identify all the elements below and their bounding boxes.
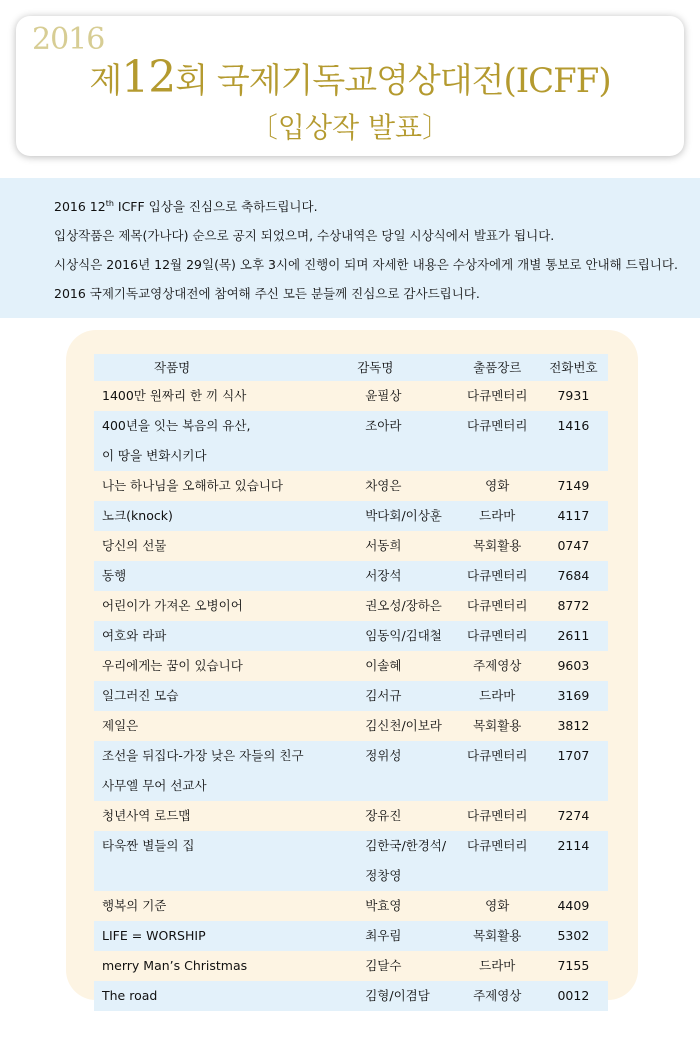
cell-genre xyxy=(456,891,539,921)
cell-phone xyxy=(539,411,608,471)
cell-genre-text: 주제영상 xyxy=(473,658,522,673)
cell-phone xyxy=(539,681,608,711)
cell-director xyxy=(357,531,455,561)
title-prefix: 제 xyxy=(89,61,122,101)
cell-title-text: 행복의 기준 xyxy=(102,898,167,913)
notice-line-1-end: ICFF 입상을 진심으로 축하드립니다. xyxy=(113,199,318,214)
cell-director-text: 서동희 xyxy=(365,538,402,553)
cell-phone-text: 5302 xyxy=(557,928,590,943)
page-title xyxy=(16,52,684,103)
cell-phone-text: 2611 xyxy=(557,628,590,643)
cell-phone xyxy=(539,711,608,741)
notice-line-1 xyxy=(54,197,318,215)
cell-title xyxy=(94,831,357,891)
table-row xyxy=(94,561,608,591)
table-row xyxy=(94,501,608,531)
cell-phone-text: 3812 xyxy=(557,718,590,733)
cell-genre-text: 다큐멘터리 xyxy=(467,748,528,763)
cell-phone xyxy=(539,801,608,831)
cell-genre-text: 다큐멘터리 xyxy=(467,418,528,433)
cell-director xyxy=(357,591,455,621)
cell-phone xyxy=(539,501,608,531)
cell-director-text: 김신천/이보라 xyxy=(365,718,442,733)
cell-genre xyxy=(456,501,539,531)
cell-director xyxy=(357,561,455,591)
cell-title xyxy=(94,741,357,801)
cell-title-text: merry Man’s Christmas xyxy=(102,958,248,973)
cell-phone-text: 3169 xyxy=(557,688,590,703)
table-row xyxy=(94,951,608,981)
cell-title xyxy=(94,801,357,831)
cell-title xyxy=(94,411,357,471)
cell-genre-text: 드라마 xyxy=(479,508,516,523)
cell-title xyxy=(94,561,357,591)
title-suffix: 회 국제기독교영상대전(ICFF) xyxy=(175,61,611,101)
table-row xyxy=(94,921,608,951)
cell-genre-text: 목회활용 xyxy=(473,928,522,943)
cell-phone-text: 9603 xyxy=(557,658,590,673)
cell-phone-text: 4409 xyxy=(557,898,590,913)
cell-genre-text: 다큐멘터리 xyxy=(467,598,528,613)
header-year: 2016 xyxy=(32,22,105,57)
cell-genre-text: 영화 xyxy=(485,478,510,493)
cell-title xyxy=(94,531,357,561)
cell-title-text: 400년을 잇는 복음의 유산, xyxy=(102,418,251,433)
cell-director xyxy=(357,831,455,891)
cell-phone xyxy=(539,921,608,951)
notice-line-1-sup: th xyxy=(105,198,114,208)
notice-line-3: 시상식은 2016년 12월 29일(목) 오후 3시에 진행이 되며 자세한 내용은 수상자에게 개별 통보로 안내해 드립니다. xyxy=(54,257,678,272)
cell-genre-text: 목회활용 xyxy=(473,538,522,553)
cell-title-text: 노크(knock) xyxy=(102,508,173,523)
cell-director-text: 윤필상 xyxy=(365,388,402,403)
cell-director xyxy=(357,411,455,471)
cell-phone-text: 7931 xyxy=(557,388,590,403)
notice-line-4: 2016 국제기독교영상대전에 참여해 주신 모든 분들께 진심으로 감사드립니다. xyxy=(54,286,480,301)
header-phone: 전화번호 xyxy=(549,360,598,375)
cell-phone-text: 7155 xyxy=(557,958,590,973)
cell-phone xyxy=(539,471,608,501)
cell-title xyxy=(94,621,357,651)
cell-director xyxy=(357,681,455,711)
cell-title-text: 1400만 원짜리 한 끼 식사 xyxy=(102,388,247,403)
cell-title-text: 여호와 라파 xyxy=(102,628,167,643)
title-number: 12 xyxy=(121,52,176,103)
cell-genre xyxy=(456,411,539,471)
cell-director-text: 이솔혜 xyxy=(365,658,402,673)
cell-phone xyxy=(539,381,608,411)
cell-title-text: 동행 xyxy=(102,568,127,583)
cell-genre-text: 다큐멘터리 xyxy=(467,808,528,823)
cell-genre xyxy=(456,711,539,741)
cell-director-text: 김달수 xyxy=(365,958,402,973)
cell-phone xyxy=(539,561,608,591)
cell-title-text: 제일은 xyxy=(102,718,139,733)
cell-title xyxy=(94,981,357,1011)
header-genre: 출품장르 xyxy=(473,360,522,375)
table-row xyxy=(94,801,608,831)
cell-title xyxy=(94,501,357,531)
header-director: 감독명 xyxy=(357,360,394,375)
cell-title-text: 어린이가 가져온 오병이어 xyxy=(102,598,243,613)
cell-director-text: 정위성 xyxy=(365,748,402,763)
table-row xyxy=(94,891,608,921)
cell-director-text: 장유진 xyxy=(365,808,402,823)
cell-director-text: 서장석 xyxy=(365,568,402,583)
cell-director xyxy=(357,471,455,501)
cell-director xyxy=(357,891,455,921)
cell-title xyxy=(94,711,357,741)
cell-title-line2: 이 땅을 변화시키다 xyxy=(102,448,207,463)
cell-title xyxy=(94,681,357,711)
cell-genre xyxy=(456,591,539,621)
cell-genre xyxy=(456,471,539,501)
cell-director xyxy=(357,621,455,651)
table-row xyxy=(94,471,608,501)
cell-director xyxy=(357,501,455,531)
cell-director-text: 권오성/장하은 xyxy=(365,598,442,613)
cell-genre xyxy=(456,651,539,681)
cell-title-text: 나는 하나님을 오해하고 있습니다 xyxy=(102,478,283,493)
cell-director xyxy=(357,921,455,951)
cell-title-text: 청년사역 로드맵 xyxy=(102,808,191,823)
cell-phone xyxy=(539,951,608,981)
header-card xyxy=(16,16,684,156)
cell-phone-text: 1707 xyxy=(557,748,590,763)
cell-title-text: The road xyxy=(102,988,158,1003)
cell-genre-text: 목회활용 xyxy=(473,718,522,733)
cell-director-text: 김한국/한경석/정창영 xyxy=(365,838,447,883)
cell-director-text: 차영은 xyxy=(365,478,402,493)
cell-director xyxy=(357,741,455,801)
cell-phone-text: 0012 xyxy=(557,988,590,1003)
cell-director xyxy=(357,951,455,981)
cell-phone xyxy=(539,591,608,621)
table-row xyxy=(94,651,608,681)
cell-director-text: 최우림 xyxy=(365,928,402,943)
cell-director-text: 박효영 xyxy=(365,898,402,913)
table-row xyxy=(94,681,608,711)
cell-director-text: 박다회/이상훈 xyxy=(365,508,442,523)
cell-genre xyxy=(456,381,539,411)
cell-title-text: 우리에게는 꿈이 있습니다 xyxy=(102,658,243,673)
cell-phone-text: 1416 xyxy=(557,418,590,433)
cell-title xyxy=(94,891,357,921)
notice-line-1-start: 2016 12 xyxy=(54,199,106,214)
table-row xyxy=(94,591,608,621)
cell-title xyxy=(94,471,357,501)
cell-phone-text: 8772 xyxy=(557,598,590,613)
winners-table xyxy=(94,354,608,1011)
cell-director xyxy=(357,381,455,411)
cell-phone-text: 7684 xyxy=(557,568,590,583)
cell-title-text: 당신의 선물 xyxy=(102,538,167,553)
table-row xyxy=(94,531,608,561)
cell-genre xyxy=(456,621,539,651)
cell-genre-text: 다큐멘터리 xyxy=(467,838,528,853)
cell-title xyxy=(94,591,357,621)
cell-genre xyxy=(456,681,539,711)
cell-genre-text: 드라마 xyxy=(479,688,516,703)
cell-genre xyxy=(456,981,539,1011)
cell-phone-text: 7274 xyxy=(557,808,590,823)
notice-box xyxy=(0,178,700,318)
cell-genre xyxy=(456,801,539,831)
cell-director-text: 조아라 xyxy=(365,418,402,433)
cell-genre-text: 다큐멘터리 xyxy=(467,568,528,583)
cell-director xyxy=(357,801,455,831)
cell-phone-text: 0747 xyxy=(557,538,590,553)
cell-genre-text: 주제영상 xyxy=(473,988,522,1003)
cell-phone-text: 2114 xyxy=(557,838,590,853)
table-row xyxy=(94,831,608,891)
cell-director xyxy=(357,651,455,681)
cell-title-text: 조선을 뒤집다-가장 낮은 자들의 친구 xyxy=(102,748,304,763)
cell-genre-text: 드라마 xyxy=(479,958,516,973)
header-title: 작품명 xyxy=(154,360,191,375)
cell-phone-text: 7149 xyxy=(557,478,590,493)
cell-director-text: 임동익/김대철 xyxy=(365,628,442,643)
cell-genre-text: 다큐멘터리 xyxy=(467,628,528,643)
table-row xyxy=(94,381,608,411)
cell-phone xyxy=(539,981,608,1011)
cell-title-text: 일그러진 모습 xyxy=(102,688,179,703)
table-row xyxy=(94,621,608,651)
table-header-row xyxy=(94,354,608,381)
cell-phone-text: 4117 xyxy=(557,508,590,523)
cell-genre xyxy=(456,951,539,981)
cell-genre xyxy=(456,741,539,801)
cell-genre xyxy=(456,531,539,561)
cell-director xyxy=(357,711,455,741)
table-row xyxy=(94,741,608,801)
cell-title xyxy=(94,921,357,951)
cell-genre-text: 영화 xyxy=(485,898,510,913)
cell-title-text: LIFE = WORSHIP xyxy=(102,928,206,943)
cell-genre xyxy=(456,921,539,951)
table-row xyxy=(94,711,608,741)
cell-genre xyxy=(456,831,539,891)
cell-phone xyxy=(539,831,608,891)
notice-line-2: 입상작품은 제목(가나다) 순으로 공지 되었으며, 수상내역은 당일 시상식에서 발표가 됩니다. xyxy=(54,228,555,243)
cell-title xyxy=(94,951,357,981)
table-row xyxy=(94,981,608,1011)
cell-genre-text: 다큐멘터리 xyxy=(467,388,528,403)
cell-director xyxy=(357,981,455,1011)
cell-director-text: 김서규 xyxy=(365,688,402,703)
cell-phone xyxy=(539,651,608,681)
cell-title xyxy=(94,651,357,681)
table-row xyxy=(94,411,608,471)
cell-genre xyxy=(456,561,539,591)
cell-phone xyxy=(539,741,608,801)
cell-phone xyxy=(539,621,608,651)
cell-phone xyxy=(539,891,608,921)
cell-director-text: 김형/이겸담 xyxy=(365,988,430,1003)
cell-title-text: 타욱짠 별들의 집 xyxy=(102,838,195,853)
page-subtitle: 〔입상작 발표〕 xyxy=(249,111,451,144)
cell-title-line2: 사무엘 무어 선교사 xyxy=(102,778,207,793)
cell-phone xyxy=(539,531,608,561)
cell-title xyxy=(94,381,357,411)
